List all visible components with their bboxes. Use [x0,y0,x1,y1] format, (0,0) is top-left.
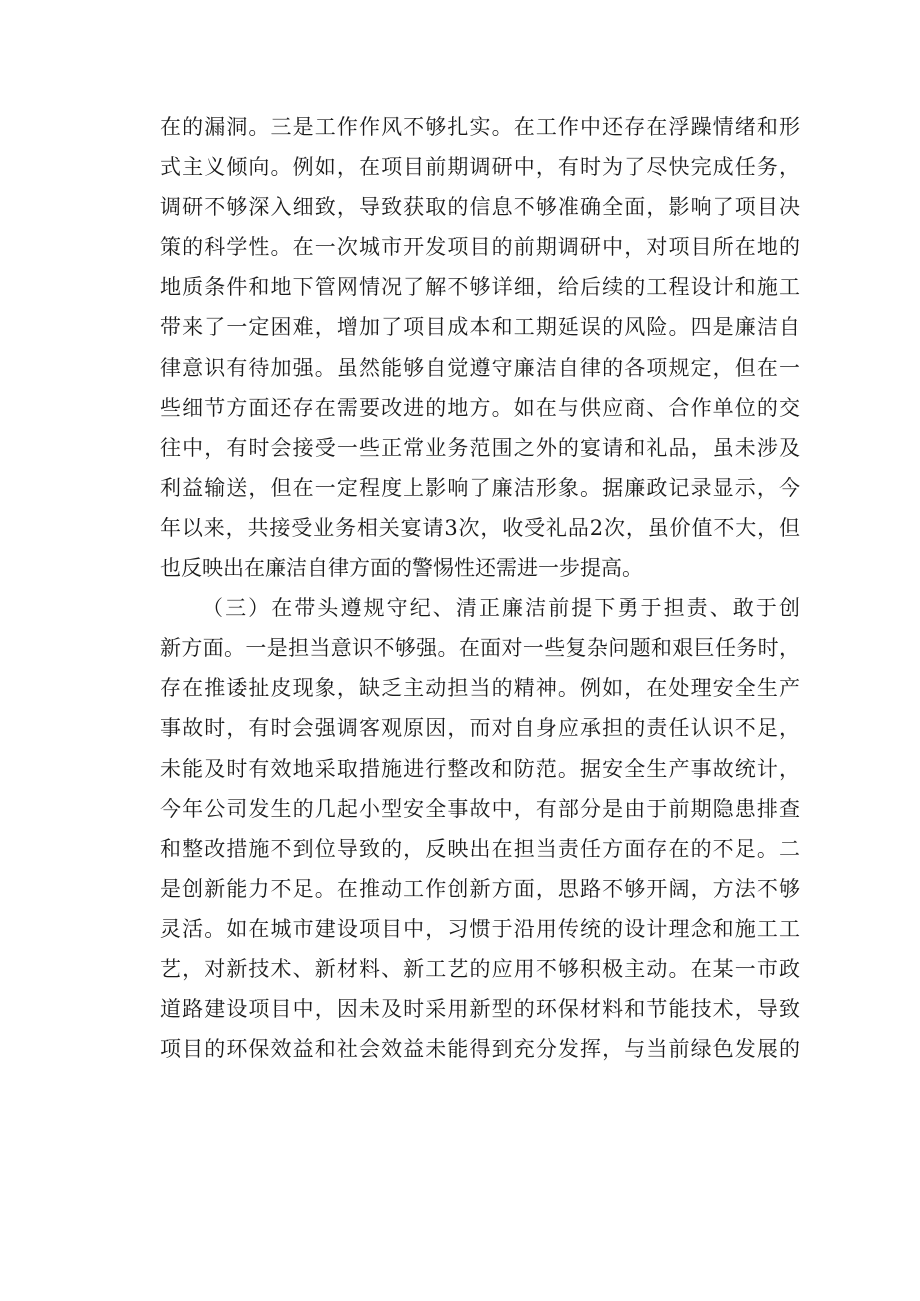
text-line: 调研不够深入细致，导致获取的信息不够准确全面，影响了项目决 [160,195,800,220]
text-line: 律意识有待加强。虽然能够自觉遵守廉洁自律的各项规定，但在一 [160,355,800,380]
text-line: 新方面。一是担当意识不够强。在面对一些复杂问题和艰巨任务时， [160,636,800,661]
text-line: 利益输送，但在一定程度上影响了廉洁形象。据廉政记录显示，今 [160,475,800,500]
text-line: 今年公司发生的几起小型安全事故中，有部分是由于前期隐患排查 [160,796,800,821]
text-line: 地质条件和地下管网情况了解不够详细，给后续的工程设计和施工 [160,275,800,300]
text-line: 事故时，有时会强调客观原因，而对自身应承担的责任认识不足， [160,716,800,741]
text-line: 道路建设项目中，因未及时采用新型的环保材料和节能技术，导致 [160,997,800,1022]
text-line: 也反映出在廉洁自律方面的警惕性还需进一步提高。 [160,556,643,581]
text-line: 些细节方面还存在需要改进的地方。如在与供应商、合作单位的交 [160,395,800,420]
body-text [160,107,800,1069]
text-line: 是创新能力不足。在推动工作创新方面，思路不够开阔，方法不够 [160,876,800,901]
text-line: 未能及时有效地采取措施进行整改和防范。据安全生产事故统计， [160,756,800,781]
text-line: 和整改措施不到位导致的，反映出在担当责任方面存在的不足。二 [160,836,800,861]
section-heading-line: （三）在带头遵规守纪、清正廉洁前提下勇于担责、敢于创 [202,596,800,621]
text-line: 存在推诿扯皮现象，缺乏主动担当的精神。例如，在处理安全生产 [160,676,800,701]
text-line: 式主义倾向。例如，在项目前期调研中，有时为了尽快完成任务， [160,155,800,180]
text-line: 在的漏洞。三是工作作风不够扎实。在工作中还存在浮躁情绪和形 [160,115,800,139]
text-line: 灵活。如在城市建设项目中，习惯于沿用传统的设计理念和施工工 [160,916,800,941]
text-line: 策的科学性。在一次城市开发项目的前期调研中，对项目所在地的 [160,235,800,260]
text-line: 年以来，共接受业务相关宴请3次，收受礼品2次，虽价值不大，但 [160,515,800,540]
text-line: 艺，对新技术、新材料、新工艺的应用不够积极主动。在某一市政 [160,956,800,981]
text-line: 项目的环保效益和社会效益未能得到充分发挥，与当前绿色发展的 [160,1037,800,1062]
text-line: 往中，有时会接受一些正常业务范围之外的宴请和礼品，虽未涉及 [160,435,800,460]
text-line: 带来了一定困难，增加了项目成本和工期延误的风险。四是廉洁自 [160,315,800,340]
